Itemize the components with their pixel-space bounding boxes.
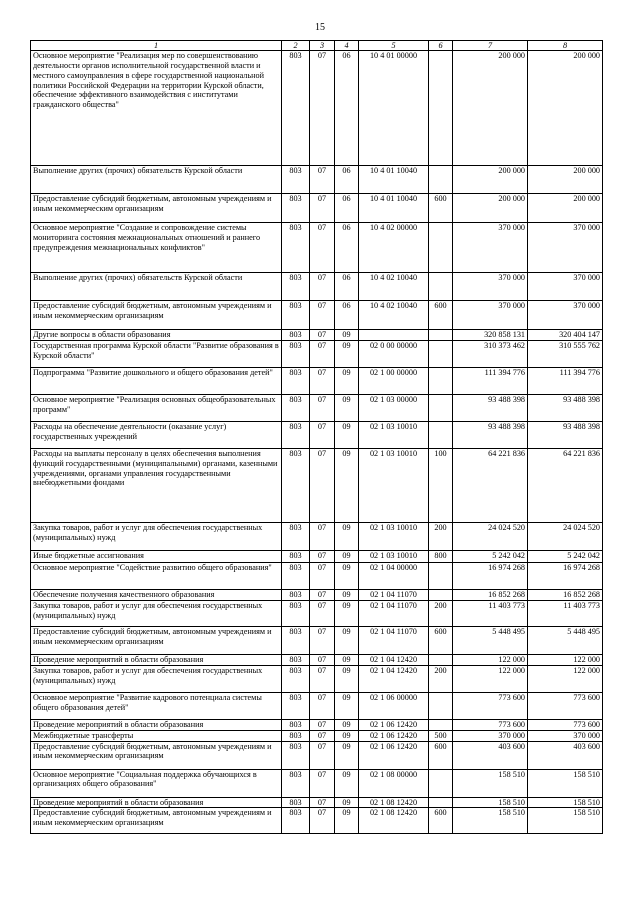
row-name: Основное мероприятие "Создание и сопровождение системы мониторинга состояния межнациональных отношений и раннего предупреждения межнациональных конфликтов" bbox=[31, 223, 282, 273]
table-row bbox=[31, 665, 603, 692]
row-name: Предоставление субсидий бюджетным, автономным учреждениям и иным некоммерческим организациям bbox=[31, 808, 282, 834]
row-pr-code: 06 bbox=[335, 194, 359, 223]
row-pr-code: 09 bbox=[335, 769, 359, 797]
row-amount-1: 93 488 398 bbox=[453, 394, 528, 421]
row-gr-code: 803 bbox=[282, 665, 310, 692]
row-amount-1: 370 000 bbox=[453, 223, 528, 273]
row-pr-code: 09 bbox=[335, 719, 359, 730]
row-name: Государственная программа Курской области "Развитие образования в Курской области" bbox=[31, 340, 282, 367]
row-pr-code: 09 bbox=[335, 394, 359, 421]
row-rz-code: 07 bbox=[310, 550, 335, 562]
row-rz-code: 07 bbox=[310, 273, 335, 301]
col-header: 6 bbox=[429, 41, 453, 51]
row-rz-code: 07 bbox=[310, 626, 335, 654]
col-header: 8 bbox=[528, 41, 603, 51]
row-csr-code: 02 1 04 11070 bbox=[359, 589, 429, 600]
row-name: Расходы на выплаты персоналу в целях обеспечения выполнения функций государственными (муниципальными) органами, казенными учреждениями, органами управления государственными внебюджетными фондами bbox=[31, 448, 282, 522]
table-row bbox=[31, 654, 603, 665]
row-amount-1: 158 510 bbox=[453, 808, 528, 834]
row-pr-code: 09 bbox=[335, 600, 359, 626]
row-name: Предоставление субсидий бюджетным, автономным учреждениям и иным некоммерческим организациям bbox=[31, 301, 282, 330]
row-amount-2: 370 000 bbox=[528, 223, 603, 273]
header-row bbox=[31, 41, 603, 51]
row-rz-code: 07 bbox=[310, 692, 335, 719]
table-row bbox=[31, 692, 603, 719]
row-rz-code: 07 bbox=[310, 654, 335, 665]
row-vr-code bbox=[429, 166, 453, 194]
row-csr-code: 02 1 03 00000 bbox=[359, 394, 429, 421]
row-vr-code: 600 bbox=[429, 301, 453, 330]
row-vr-code: 200 bbox=[429, 665, 453, 692]
row-gr-code: 803 bbox=[282, 769, 310, 797]
row-name: Закупка товаров, работ и услуг для обеспечения государственных (муниципальных) нужд bbox=[31, 600, 282, 626]
row-vr-code bbox=[429, 654, 453, 665]
row-amount-2: 200 000 bbox=[528, 166, 603, 194]
row-rz-code: 07 bbox=[310, 330, 335, 341]
row-name: Выполнение других (прочих) обязательств Курской области bbox=[31, 273, 282, 301]
row-amount-2: 370 000 bbox=[528, 301, 603, 330]
row-amount-1: 122 000 bbox=[453, 665, 528, 692]
row-amount-2: 773 600 bbox=[528, 719, 603, 730]
row-amount-2: 158 510 bbox=[528, 797, 603, 808]
row-vr-code: 600 bbox=[429, 741, 453, 769]
row-amount-1: 773 600 bbox=[453, 719, 528, 730]
row-pr-code: 09 bbox=[335, 562, 359, 589]
table-row bbox=[31, 301, 603, 330]
row-pr-code: 09 bbox=[335, 626, 359, 654]
row-name: Межбюджетные трансферты bbox=[31, 730, 282, 741]
row-name: Предоставление субсидий бюджетным, автономным учреждениям и иным некоммерческим организациям bbox=[31, 194, 282, 223]
col-header: 3 bbox=[310, 41, 335, 51]
row-rz-code: 07 bbox=[310, 194, 335, 223]
row-rz-code: 07 bbox=[310, 562, 335, 589]
row-vr-code bbox=[429, 340, 453, 367]
row-vr-code bbox=[429, 223, 453, 273]
row-name: Другие вопросы в области образования bbox=[31, 330, 282, 341]
row-gr-code: 803 bbox=[282, 223, 310, 273]
row-amount-2: 200 000 bbox=[528, 51, 603, 166]
table-row bbox=[31, 741, 603, 769]
row-csr-code: 02 1 03 10010 bbox=[359, 421, 429, 448]
row-rz-code: 07 bbox=[310, 665, 335, 692]
row-gr-code: 803 bbox=[282, 600, 310, 626]
budget-table bbox=[30, 40, 603, 834]
table-row bbox=[31, 394, 603, 421]
row-csr-code: 10 4 02 10040 bbox=[359, 273, 429, 301]
row-csr-code: 02 1 04 12420 bbox=[359, 654, 429, 665]
row-rz-code: 07 bbox=[310, 741, 335, 769]
row-vr-code bbox=[429, 394, 453, 421]
row-name: Выполнение других (прочих) обязательств Курской области bbox=[31, 166, 282, 194]
row-gr-code: 803 bbox=[282, 421, 310, 448]
col-header: 4 bbox=[335, 41, 359, 51]
row-gr-code: 803 bbox=[282, 340, 310, 367]
table-row bbox=[31, 330, 603, 341]
row-name: Проведение мероприятий в области образования bbox=[31, 797, 282, 808]
row-csr-code: 10 4 02 10040 bbox=[359, 301, 429, 330]
row-amount-1: 111 394 776 bbox=[453, 367, 528, 394]
row-rz-code: 07 bbox=[310, 223, 335, 273]
row-amount-2: 122 000 bbox=[528, 665, 603, 692]
row-vr-code: 100 bbox=[429, 448, 453, 522]
row-amount-2: 158 510 bbox=[528, 769, 603, 797]
row-pr-code: 09 bbox=[335, 340, 359, 367]
row-vr-code bbox=[429, 797, 453, 808]
row-rz-code: 07 bbox=[310, 51, 335, 166]
row-rz-code: 07 bbox=[310, 719, 335, 730]
row-rz-code: 07 bbox=[310, 600, 335, 626]
row-csr-code: 02 1 06 12420 bbox=[359, 719, 429, 730]
row-csr-code bbox=[359, 330, 429, 341]
col-header: 2 bbox=[282, 41, 310, 51]
row-gr-code: 803 bbox=[282, 562, 310, 589]
row-rz-code: 07 bbox=[310, 769, 335, 797]
table-row bbox=[31, 550, 603, 562]
row-vr-code bbox=[429, 769, 453, 797]
row-csr-code: 10 4 01 00000 bbox=[359, 51, 429, 166]
row-csr-code: 02 1 08 12420 bbox=[359, 808, 429, 834]
row-vr-code: 200 bbox=[429, 600, 453, 626]
row-amount-1: 93 488 398 bbox=[453, 421, 528, 448]
row-name: Обеспечение получения качественного образования bbox=[31, 589, 282, 600]
row-pr-code: 09 bbox=[335, 522, 359, 550]
row-csr-code: 02 1 08 00000 bbox=[359, 769, 429, 797]
table-row bbox=[31, 421, 603, 448]
row-amount-2: 111 394 776 bbox=[528, 367, 603, 394]
row-amount-1: 370 000 bbox=[453, 301, 528, 330]
row-gr-code: 803 bbox=[282, 273, 310, 301]
row-amount-1: 122 000 bbox=[453, 654, 528, 665]
row-rz-code: 07 bbox=[310, 448, 335, 522]
row-csr-code: 02 1 06 12420 bbox=[359, 730, 429, 741]
row-rz-code: 07 bbox=[310, 808, 335, 834]
row-amount-1: 200 000 bbox=[453, 166, 528, 194]
row-gr-code: 803 bbox=[282, 394, 310, 421]
row-name: Проведение мероприятий в области образования bbox=[31, 719, 282, 730]
row-amount-2: 122 000 bbox=[528, 654, 603, 665]
row-rz-code: 07 bbox=[310, 522, 335, 550]
row-amount-1: 200 000 bbox=[453, 194, 528, 223]
row-amount-1: 11 403 773 bbox=[453, 600, 528, 626]
row-vr-code: 800 bbox=[429, 550, 453, 562]
row-gr-code: 803 bbox=[282, 797, 310, 808]
row-amount-1: 158 510 bbox=[453, 769, 528, 797]
row-gr-code: 803 bbox=[282, 194, 310, 223]
row-gr-code: 803 bbox=[282, 51, 310, 166]
row-amount-1: 320 858 131 bbox=[453, 330, 528, 341]
table-row bbox=[31, 562, 603, 589]
row-amount-2: 200 000 bbox=[528, 194, 603, 223]
row-rz-code: 07 bbox=[310, 421, 335, 448]
row-pr-code: 09 bbox=[335, 797, 359, 808]
page-number: 15 bbox=[315, 22, 325, 33]
row-amount-2: 320 404 147 bbox=[528, 330, 603, 341]
row-amount-2: 16 852 268 bbox=[528, 589, 603, 600]
table-row bbox=[31, 719, 603, 730]
row-rz-code: 07 bbox=[310, 367, 335, 394]
row-amount-2: 403 600 bbox=[528, 741, 603, 769]
row-amount-2: 93 488 398 bbox=[528, 421, 603, 448]
row-rz-code: 07 bbox=[310, 166, 335, 194]
row-name: Закупка товаров, работ и услуг для обеспечения государственных (муниципальных) нужд bbox=[31, 522, 282, 550]
row-amount-1: 200 000 bbox=[453, 51, 528, 166]
row-vr-code bbox=[429, 589, 453, 600]
row-pr-code: 06 bbox=[335, 301, 359, 330]
table-row bbox=[31, 223, 603, 273]
row-pr-code: 09 bbox=[335, 692, 359, 719]
row-rz-code: 07 bbox=[310, 394, 335, 421]
row-rz-code: 07 bbox=[310, 301, 335, 330]
row-amount-1: 5 448 495 bbox=[453, 626, 528, 654]
col-header: 5 bbox=[359, 41, 429, 51]
row-vr-code: 500 bbox=[429, 730, 453, 741]
col-header: 7 bbox=[453, 41, 528, 51]
row-gr-code: 803 bbox=[282, 301, 310, 330]
row-csr-code: 02 1 06 00000 bbox=[359, 692, 429, 719]
row-csr-code: 02 1 04 11070 bbox=[359, 600, 429, 626]
row-amount-2: 5 448 495 bbox=[528, 626, 603, 654]
row-rz-code: 07 bbox=[310, 340, 335, 367]
row-amount-1: 64 221 836 bbox=[453, 448, 528, 522]
row-amount-1: 403 600 bbox=[453, 741, 528, 769]
row-vr-code bbox=[429, 273, 453, 301]
row-csr-code: 10 4 01 10040 bbox=[359, 166, 429, 194]
table-row bbox=[31, 51, 603, 166]
row-vr-code bbox=[429, 692, 453, 719]
row-amount-2: 11 403 773 bbox=[528, 600, 603, 626]
table-row bbox=[31, 522, 603, 550]
row-name: Основное мероприятие "Реализация мер по совершенствованию деятельности органов исполнительной государственной власти и местного самоуправления в сфере государственной национальной политики Российской Федерации на территории Курской области, обеспечение эффективного взаимодействия с институтами гражданского общества" bbox=[31, 51, 282, 166]
table-row bbox=[31, 340, 603, 367]
table-row bbox=[31, 273, 603, 301]
row-vr-code: 200 bbox=[429, 522, 453, 550]
row-csr-code: 02 1 08 12420 bbox=[359, 797, 429, 808]
row-name: Основное мероприятие "Содействие развитию общего образования" bbox=[31, 562, 282, 589]
row-csr-code: 02 1 03 10010 bbox=[359, 522, 429, 550]
row-csr-code: 02 1 04 12420 bbox=[359, 665, 429, 692]
row-rz-code: 07 bbox=[310, 730, 335, 741]
row-pr-code: 09 bbox=[335, 421, 359, 448]
row-rz-code: 07 bbox=[310, 589, 335, 600]
row-csr-code: 02 1 00 00000 bbox=[359, 367, 429, 394]
row-vr-code: 600 bbox=[429, 194, 453, 223]
row-pr-code: 09 bbox=[335, 665, 359, 692]
row-gr-code: 803 bbox=[282, 330, 310, 341]
row-pr-code: 06 bbox=[335, 223, 359, 273]
table-row bbox=[31, 797, 603, 808]
row-gr-code: 803 bbox=[282, 730, 310, 741]
row-amount-1: 370 000 bbox=[453, 730, 528, 741]
row-csr-code: 02 1 03 10010 bbox=[359, 448, 429, 522]
row-amount-2: 310 555 762 bbox=[528, 340, 603, 367]
row-gr-code: 803 bbox=[282, 367, 310, 394]
table-row bbox=[31, 367, 603, 394]
row-pr-code: 09 bbox=[335, 550, 359, 562]
row-vr-code bbox=[429, 367, 453, 394]
row-pr-code: 06 bbox=[335, 166, 359, 194]
table-row bbox=[31, 600, 603, 626]
row-amount-1: 5 242 042 bbox=[453, 550, 528, 562]
table-row bbox=[31, 769, 603, 797]
row-name: Подпрограмма "Развитие дошкольного и общего образования детей" bbox=[31, 367, 282, 394]
row-csr-code: 02 1 04 11070 bbox=[359, 626, 429, 654]
row-pr-code: 09 bbox=[335, 330, 359, 341]
row-gr-code: 803 bbox=[282, 692, 310, 719]
row-name: Основное мероприятие "Реализация основных общеобразовательных программ" bbox=[31, 394, 282, 421]
table-row bbox=[31, 166, 603, 194]
table-row bbox=[31, 626, 603, 654]
row-vr-code bbox=[429, 719, 453, 730]
row-amount-1: 16 974 268 bbox=[453, 562, 528, 589]
row-vr-code: 600 bbox=[429, 808, 453, 834]
row-gr-code: 803 bbox=[282, 448, 310, 522]
row-gr-code: 803 bbox=[282, 166, 310, 194]
row-amount-1: 24 024 520 bbox=[453, 522, 528, 550]
row-pr-code: 06 bbox=[335, 51, 359, 166]
row-pr-code: 09 bbox=[335, 589, 359, 600]
row-pr-code: 06 bbox=[335, 273, 359, 301]
row-vr-code bbox=[429, 330, 453, 341]
row-pr-code: 09 bbox=[335, 654, 359, 665]
row-amount-2: 16 974 268 bbox=[528, 562, 603, 589]
col-header: 1 bbox=[31, 41, 282, 51]
row-gr-code: 803 bbox=[282, 654, 310, 665]
row-name: Основное мероприятие "Развитие кадрового потенциала системы общего образования детей" bbox=[31, 692, 282, 719]
row-amount-1: 773 600 bbox=[453, 692, 528, 719]
row-gr-code: 803 bbox=[282, 589, 310, 600]
row-gr-code: 803 bbox=[282, 626, 310, 654]
row-pr-code: 09 bbox=[335, 808, 359, 834]
row-amount-1: 370 000 bbox=[453, 273, 528, 301]
row-amount-2: 93 488 398 bbox=[528, 394, 603, 421]
row-amount-2: 773 600 bbox=[528, 692, 603, 719]
row-vr-code bbox=[429, 51, 453, 166]
row-name: Закупка товаров, работ и услуг для обеспечения государственных (муниципальных) нужд bbox=[31, 665, 282, 692]
row-gr-code: 803 bbox=[282, 741, 310, 769]
row-pr-code: 09 bbox=[335, 448, 359, 522]
row-csr-code: 02 1 06 12420 bbox=[359, 741, 429, 769]
row-csr-code: 02 0 00 00000 bbox=[359, 340, 429, 367]
row-amount-1: 158 510 bbox=[453, 797, 528, 808]
row-csr-code: 02 1 03 10010 bbox=[359, 550, 429, 562]
row-amount-2: 370 000 bbox=[528, 730, 603, 741]
row-gr-code: 803 bbox=[282, 719, 310, 730]
row-amount-2: 24 024 520 bbox=[528, 522, 603, 550]
row-pr-code: 09 bbox=[335, 730, 359, 741]
row-amount-2: 5 242 042 bbox=[528, 550, 603, 562]
row-name: Проведение мероприятий в области образования bbox=[31, 654, 282, 665]
row-name: Расходы на обеспечение деятельности (оказание услуг) государственных учреждений bbox=[31, 421, 282, 448]
row-rz-code: 07 bbox=[310, 797, 335, 808]
row-csr-code: 02 1 04 00000 bbox=[359, 562, 429, 589]
row-amount-2: 64 221 836 bbox=[528, 448, 603, 522]
table-row bbox=[31, 730, 603, 741]
row-gr-code: 803 bbox=[282, 550, 310, 562]
table-row bbox=[31, 448, 603, 522]
row-pr-code: 09 bbox=[335, 367, 359, 394]
row-amount-1: 16 852 268 bbox=[453, 589, 528, 600]
row-pr-code: 09 bbox=[335, 741, 359, 769]
row-vr-code: 600 bbox=[429, 626, 453, 654]
row-vr-code bbox=[429, 421, 453, 448]
row-name: Основное мероприятие "Социальная поддержка обучающихся в организациях общего образования" bbox=[31, 769, 282, 797]
row-vr-code bbox=[429, 562, 453, 589]
row-amount-2: 370 000 bbox=[528, 273, 603, 301]
row-name: Иные бюджетные ассигнования bbox=[31, 550, 282, 562]
row-name: Предоставление субсидий бюджетным, автономным учреждениям и иным некоммерческим организациям bbox=[31, 741, 282, 769]
row-amount-1: 310 373 462 bbox=[453, 340, 528, 367]
row-gr-code: 803 bbox=[282, 522, 310, 550]
table-row bbox=[31, 589, 603, 600]
row-name: Предоставление субсидий бюджетным, автономным учреждениям и иным некоммерческим организациям bbox=[31, 626, 282, 654]
row-gr-code: 803 bbox=[282, 808, 310, 834]
row-csr-code: 10 4 02 00000 bbox=[359, 223, 429, 273]
row-csr-code: 10 4 01 10040 bbox=[359, 194, 429, 223]
table-row bbox=[31, 808, 603, 834]
row-amount-2: 158 510 bbox=[528, 808, 603, 834]
table-row bbox=[31, 194, 603, 223]
